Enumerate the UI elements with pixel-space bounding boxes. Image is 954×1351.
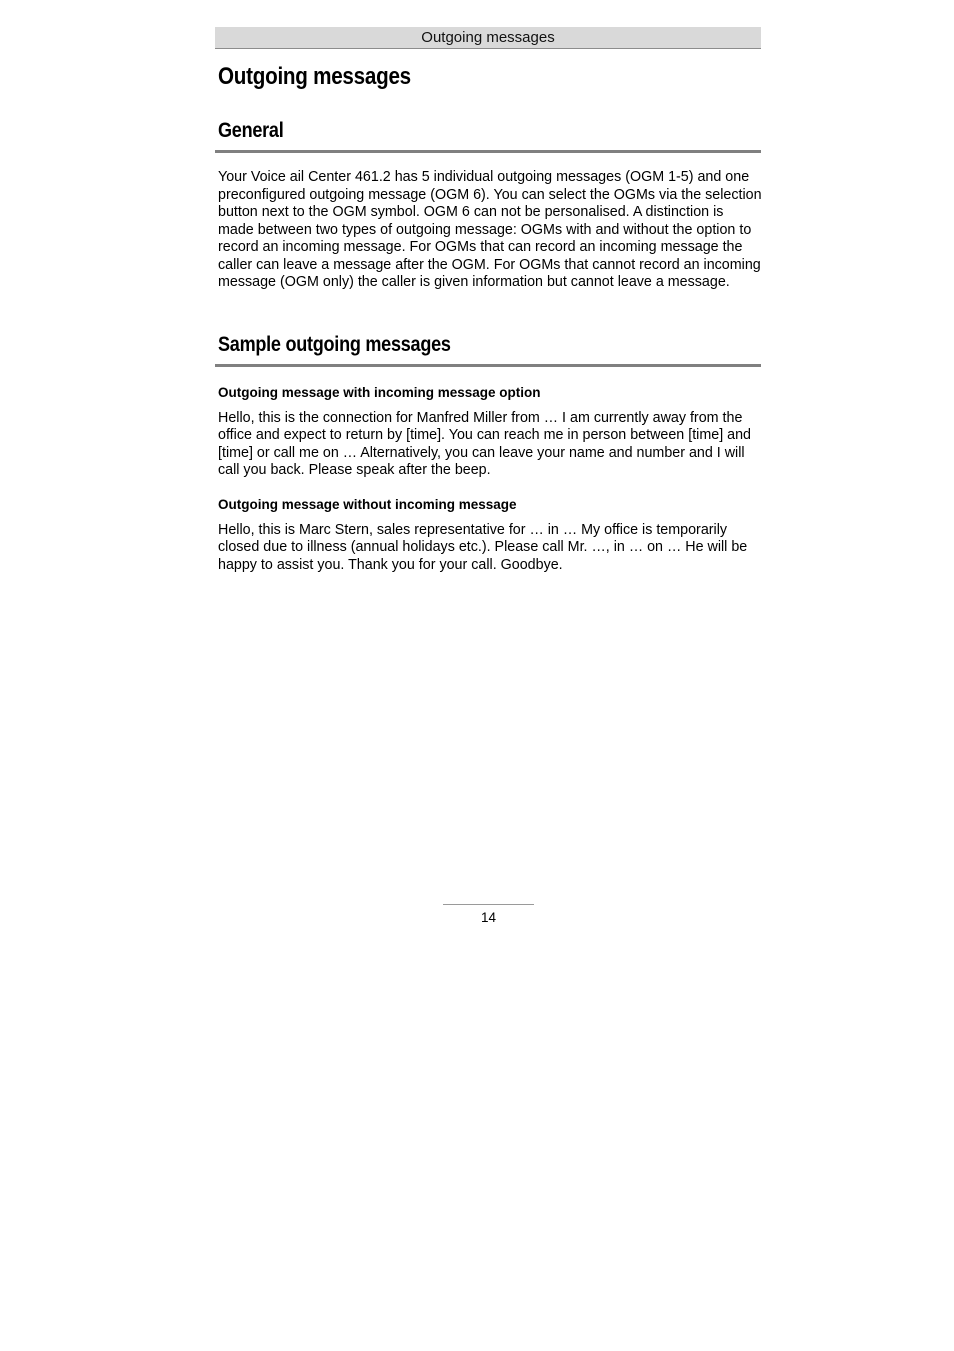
section-heading-sample-messages-text: Sample outgoing messages xyxy=(218,332,451,356)
document-page xyxy=(215,27,761,574)
page-number: 14 xyxy=(480,910,497,925)
subheading-with-incoming-option: Outgoing message with incoming message option xyxy=(218,384,541,400)
section-heading-general-text: General xyxy=(218,119,284,142)
sample-message-without-incoming-message: Hello, this is Marc Stern, sales representative for … in … My office is temporarily closed due to illness (annual holidays etc.). Please call Mr. …, in … on … He will be happy to assist you. Thank you for your call. Goodbye. xyxy=(218,521,748,573)
section-heading-general xyxy=(215,118,761,153)
sample-message-with-incoming-option: Hello, this is the connection for Manfred Miller from … I am currently away from the office and expect to return by [time]. You can reach me in person between [time] and [time] or call me on … Alternatively, you can leave your name and number and I will call you back. Please speak after the beep. xyxy=(218,409,752,478)
section-heading-sample-messages xyxy=(215,332,761,367)
running-header: Outgoing messages xyxy=(215,27,761,49)
general-paragraph: Your Voice ail Center 461.2 has 5 individual outgoing messages (OGM 1-5) and one preconfigured outgoing message (OGM 6). You can select the OGMs via the selection button next to the OGM symbol. OGM 6 can not be personalised. A distinction is made between two types of outgoing message: OGMs with and without the option to record an incoming message. For OGMs that can record an incoming message the caller can leave a message after the OGM. For OGMs that cannot record an incoming message (OGM only) the caller is given information but cannot leave a message. xyxy=(218,169,762,290)
footer-rule xyxy=(443,904,534,905)
page-title: Outgoing messages xyxy=(218,63,411,90)
subheading-without-incoming-message: Outgoing message without incoming message xyxy=(218,496,517,512)
